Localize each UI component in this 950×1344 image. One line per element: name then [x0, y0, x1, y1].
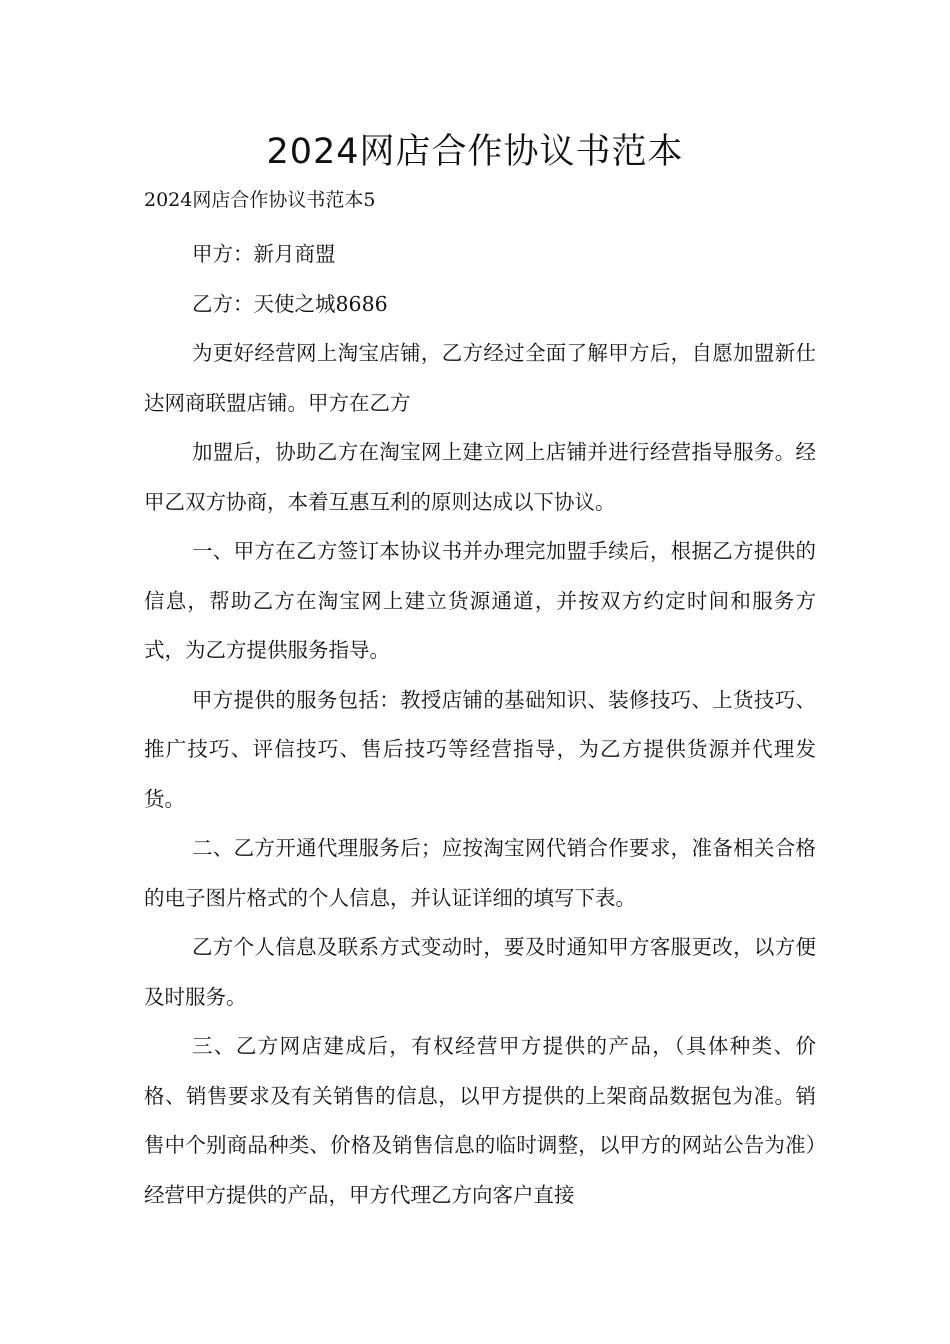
paragraph-party-a: 甲方：新月商盟: [192, 242, 336, 266]
paragraph-party-b: 乙方：天使之城8686: [192, 291, 388, 316]
paragraph-services: 甲方提供的服务包括：教授店铺的基础知识、装修技巧、上货技巧、推广技巧、评信技巧、售后技巧等经营指导，为乙方提供货源并代理发货。: [144, 687, 816, 811]
document-subtitle: 2024网店合作协议书范本5: [144, 189, 376, 211]
document-title: 2024网店合作协议书范本: [266, 132, 684, 172]
document-body: [144, 230, 816, 1220]
paragraph-clause-1: 一、甲方在乙方签订本协议书并办理完加盟手续后，根据乙方提供的信息，帮助乙方在淘宝网上建立货源通道，并按双方约定时间和服务方式，为乙方提供服务指导。: [144, 539, 816, 662]
paragraph-intro: 为更好经营网上淘宝店铺，乙方经过全面了解甲方后，自愿加盟新仕达网商联盟店铺。甲方在乙方: [144, 341, 816, 415]
paragraph-clause-3: 三、乙方网店建成后，有权经营甲方提供的产品，（具体种类、价格、销售要求及有关销售的信息，以甲方提供的上架商品数据包为准。销售中个别商品种类、价格及销售信息的临时调整，以甲方的网站公告为准）经营甲方提供的产品，甲方代理乙方向客户直接: [144, 1034, 816, 1207]
paragraph-intro-continued: 加盟后，协助乙方在淘宝网上建立网上店铺并进行经营指导服务。经甲乙双方协商，本着互惠互利的原则达成以下协议。: [144, 440, 816, 514]
paragraph-clause-2: 二、乙方开通代理服务后；应按淘宝网代销合作要求，准备相关合格的电子图片格式的个人信息，并认证详细的填写下表。: [144, 836, 816, 910]
paragraph-info-change: 乙方个人信息及联系方式变动时，要及时通知甲方客服更改，以方便及时服务。: [144, 935, 816, 1009]
